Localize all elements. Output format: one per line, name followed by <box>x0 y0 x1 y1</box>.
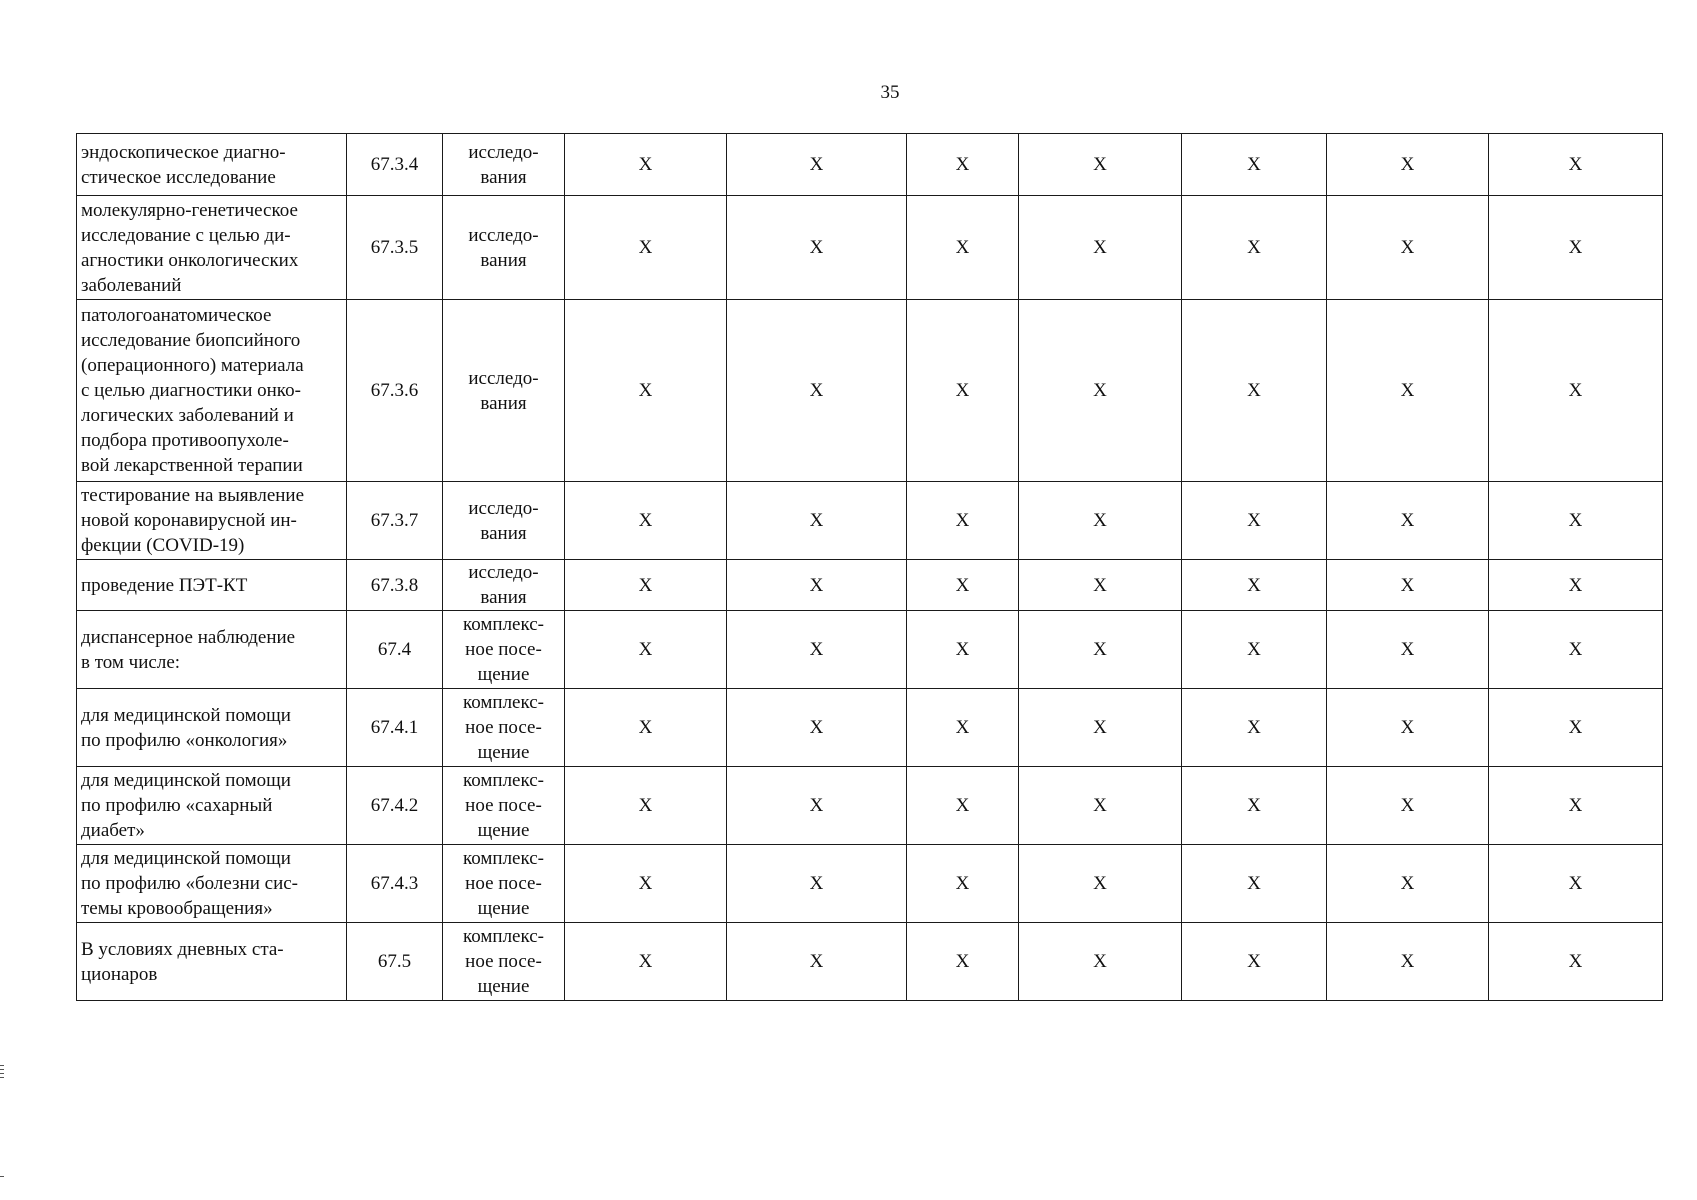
value-cell: Х <box>727 482 907 560</box>
value-cell: Х <box>1019 300 1182 482</box>
table-row <box>77 689 1663 767</box>
row-code-cell: 67.4.2 <box>347 767 443 845</box>
table-body <box>77 134 1663 1001</box>
value-cell: Х <box>1019 482 1182 560</box>
value-cell: Х <box>727 611 907 689</box>
value-cell: Х <box>1327 482 1489 560</box>
value-cell: Х <box>1182 482 1327 560</box>
table-row <box>77 482 1663 560</box>
unit-cell: комплекс- ное посе- щение <box>443 845 565 923</box>
row-code-cell: 67.3.6 <box>347 300 443 482</box>
row-code-cell: 67.4.1 <box>347 689 443 767</box>
value-cell: Х <box>1327 196 1489 300</box>
table-row <box>77 611 1663 689</box>
value-cell: Х <box>1182 767 1327 845</box>
value-cell: Х <box>1019 689 1182 767</box>
value-cell: Х <box>565 689 727 767</box>
page-number: 35 <box>880 82 900 103</box>
indicator-name-cell: для медицинской помощи по профилю «онкология» <box>77 689 347 767</box>
value-cell: Х <box>907 689 1019 767</box>
indicator-name-cell: молекулярно-генетическое исследование с целью ди- агностики онкологических заболеваний <box>77 196 347 300</box>
value-cell: Х <box>1182 560 1327 611</box>
value-cell: Х <box>727 560 907 611</box>
value-cell: Х <box>1182 134 1327 196</box>
value-cell: Х <box>1182 196 1327 300</box>
table-row <box>77 923 1663 1001</box>
value-cell: Х <box>565 845 727 923</box>
value-cell: Х <box>565 923 727 1001</box>
unit-cell: комплекс- ное посе- щение <box>443 923 565 1001</box>
value-cell: Х <box>1327 134 1489 196</box>
edge-mark <box>0 1176 4 1177</box>
value-cell: Х <box>565 611 727 689</box>
indicator-name-cell: для медицинской помощи по профилю «сахарный диабет» <box>77 767 347 845</box>
value-cell: Х <box>565 560 727 611</box>
value-cell: Х <box>1489 689 1663 767</box>
value-cell: Х <box>1019 611 1182 689</box>
indicator-name-cell: диспансерное наблюдение в том числе: <box>77 611 347 689</box>
value-cell: Х <box>727 923 907 1001</box>
row-code-cell: 67.4 <box>347 611 443 689</box>
unit-cell: исследо- вания <box>443 196 565 300</box>
value-cell: Х <box>1019 134 1182 196</box>
value-cell: Х <box>1489 560 1663 611</box>
edge-mark <box>0 1065 4 1066</box>
value-cell: Х <box>1327 611 1489 689</box>
value-cell: Х <box>727 196 907 300</box>
value-cell: Х <box>1019 923 1182 1001</box>
value-cell: Х <box>565 196 727 300</box>
value-cell: Х <box>1327 845 1489 923</box>
table-row <box>77 134 1663 196</box>
value-cell: Х <box>565 767 727 845</box>
value-cell: Х <box>1019 196 1182 300</box>
value-cell: Х <box>907 134 1019 196</box>
value-cell: Х <box>1182 300 1327 482</box>
value-cell: Х <box>1327 767 1489 845</box>
unit-cell: исследо- вания <box>443 560 565 611</box>
indicator-name-cell: проведение ПЭТ-КТ <box>77 560 347 611</box>
value-cell: Х <box>1182 611 1327 689</box>
indicator-name-cell: для медицинской помощи по профилю «болезни сис- темы кровообращения» <box>77 845 347 923</box>
indicator-name-cell: тестирование на выявление новой коронавирусной ин- фекции (COVID-19) <box>77 482 347 560</box>
value-cell: Х <box>1327 923 1489 1001</box>
indicator-name-cell: патологоанатомическое исследование биопсийного (операционного) материала с целью диагностики онко- логических заболеваний и подбора противоопухоле- вой лекарственной терапии <box>77 300 347 482</box>
value-cell: Х <box>1489 300 1663 482</box>
value-cell: Х <box>727 689 907 767</box>
value-cell: Х <box>907 560 1019 611</box>
value-cell: Х <box>1019 845 1182 923</box>
row-code-cell: 67.4.3 <box>347 845 443 923</box>
value-cell: Х <box>1489 923 1663 1001</box>
table-row <box>77 560 1663 611</box>
value-cell: Х <box>1489 767 1663 845</box>
value-cell: Х <box>1489 134 1663 196</box>
value-cell: Х <box>907 611 1019 689</box>
value-cell: Х <box>1327 560 1489 611</box>
unit-cell: комплекс- ное посе- щение <box>443 689 565 767</box>
table-row <box>77 845 1663 923</box>
value-cell: Х <box>1182 923 1327 1001</box>
row-code-cell: 67.3.5 <box>347 196 443 300</box>
value-cell: Х <box>907 923 1019 1001</box>
value-cell: Х <box>1019 767 1182 845</box>
unit-cell: комплекс- ное посе- щение <box>443 611 565 689</box>
value-cell: Х <box>1489 196 1663 300</box>
data-table <box>76 133 1663 1001</box>
value-cell: Х <box>907 300 1019 482</box>
row-code-cell: 67.3.7 <box>347 482 443 560</box>
indicator-name-cell: эндоскопическое диагно- стическое исследование <box>77 134 347 196</box>
value-cell: Х <box>1327 689 1489 767</box>
value-cell: Х <box>907 482 1019 560</box>
edge-mark <box>0 1073 4 1074</box>
table-row <box>77 300 1663 482</box>
table-row <box>77 767 1663 845</box>
value-cell: Х <box>727 767 907 845</box>
value-cell: Х <box>565 482 727 560</box>
value-cell: Х <box>727 300 907 482</box>
value-cell: Х <box>1019 560 1182 611</box>
value-cell: Х <box>1182 845 1327 923</box>
value-cell: Х <box>907 196 1019 300</box>
indicator-name-cell: В условиях дневных ста- ционаров <box>77 923 347 1001</box>
row-code-cell: 67.3.4 <box>347 134 443 196</box>
unit-cell: исследо- вания <box>443 482 565 560</box>
table-row <box>77 196 1663 300</box>
value-cell: Х <box>1489 611 1663 689</box>
value-cell: Х <box>727 134 907 196</box>
unit-cell: комплекс- ное посе- щение <box>443 767 565 845</box>
row-code-cell: 67.5 <box>347 923 443 1001</box>
value-cell: Х <box>1182 689 1327 767</box>
value-cell: Х <box>727 845 907 923</box>
value-cell: Х <box>565 134 727 196</box>
edge-mark <box>0 1077 4 1078</box>
value-cell: Х <box>907 845 1019 923</box>
value-cell: Х <box>1327 300 1489 482</box>
value-cell: Х <box>907 767 1019 845</box>
row-code-cell: 67.3.8 <box>347 560 443 611</box>
value-cell: Х <box>1489 482 1663 560</box>
value-cell: Х <box>1489 845 1663 923</box>
unit-cell: исследо- вания <box>443 300 565 482</box>
edge-mark <box>0 1069 4 1070</box>
unit-cell: исследо- вания <box>443 134 565 196</box>
value-cell: Х <box>565 300 727 482</box>
